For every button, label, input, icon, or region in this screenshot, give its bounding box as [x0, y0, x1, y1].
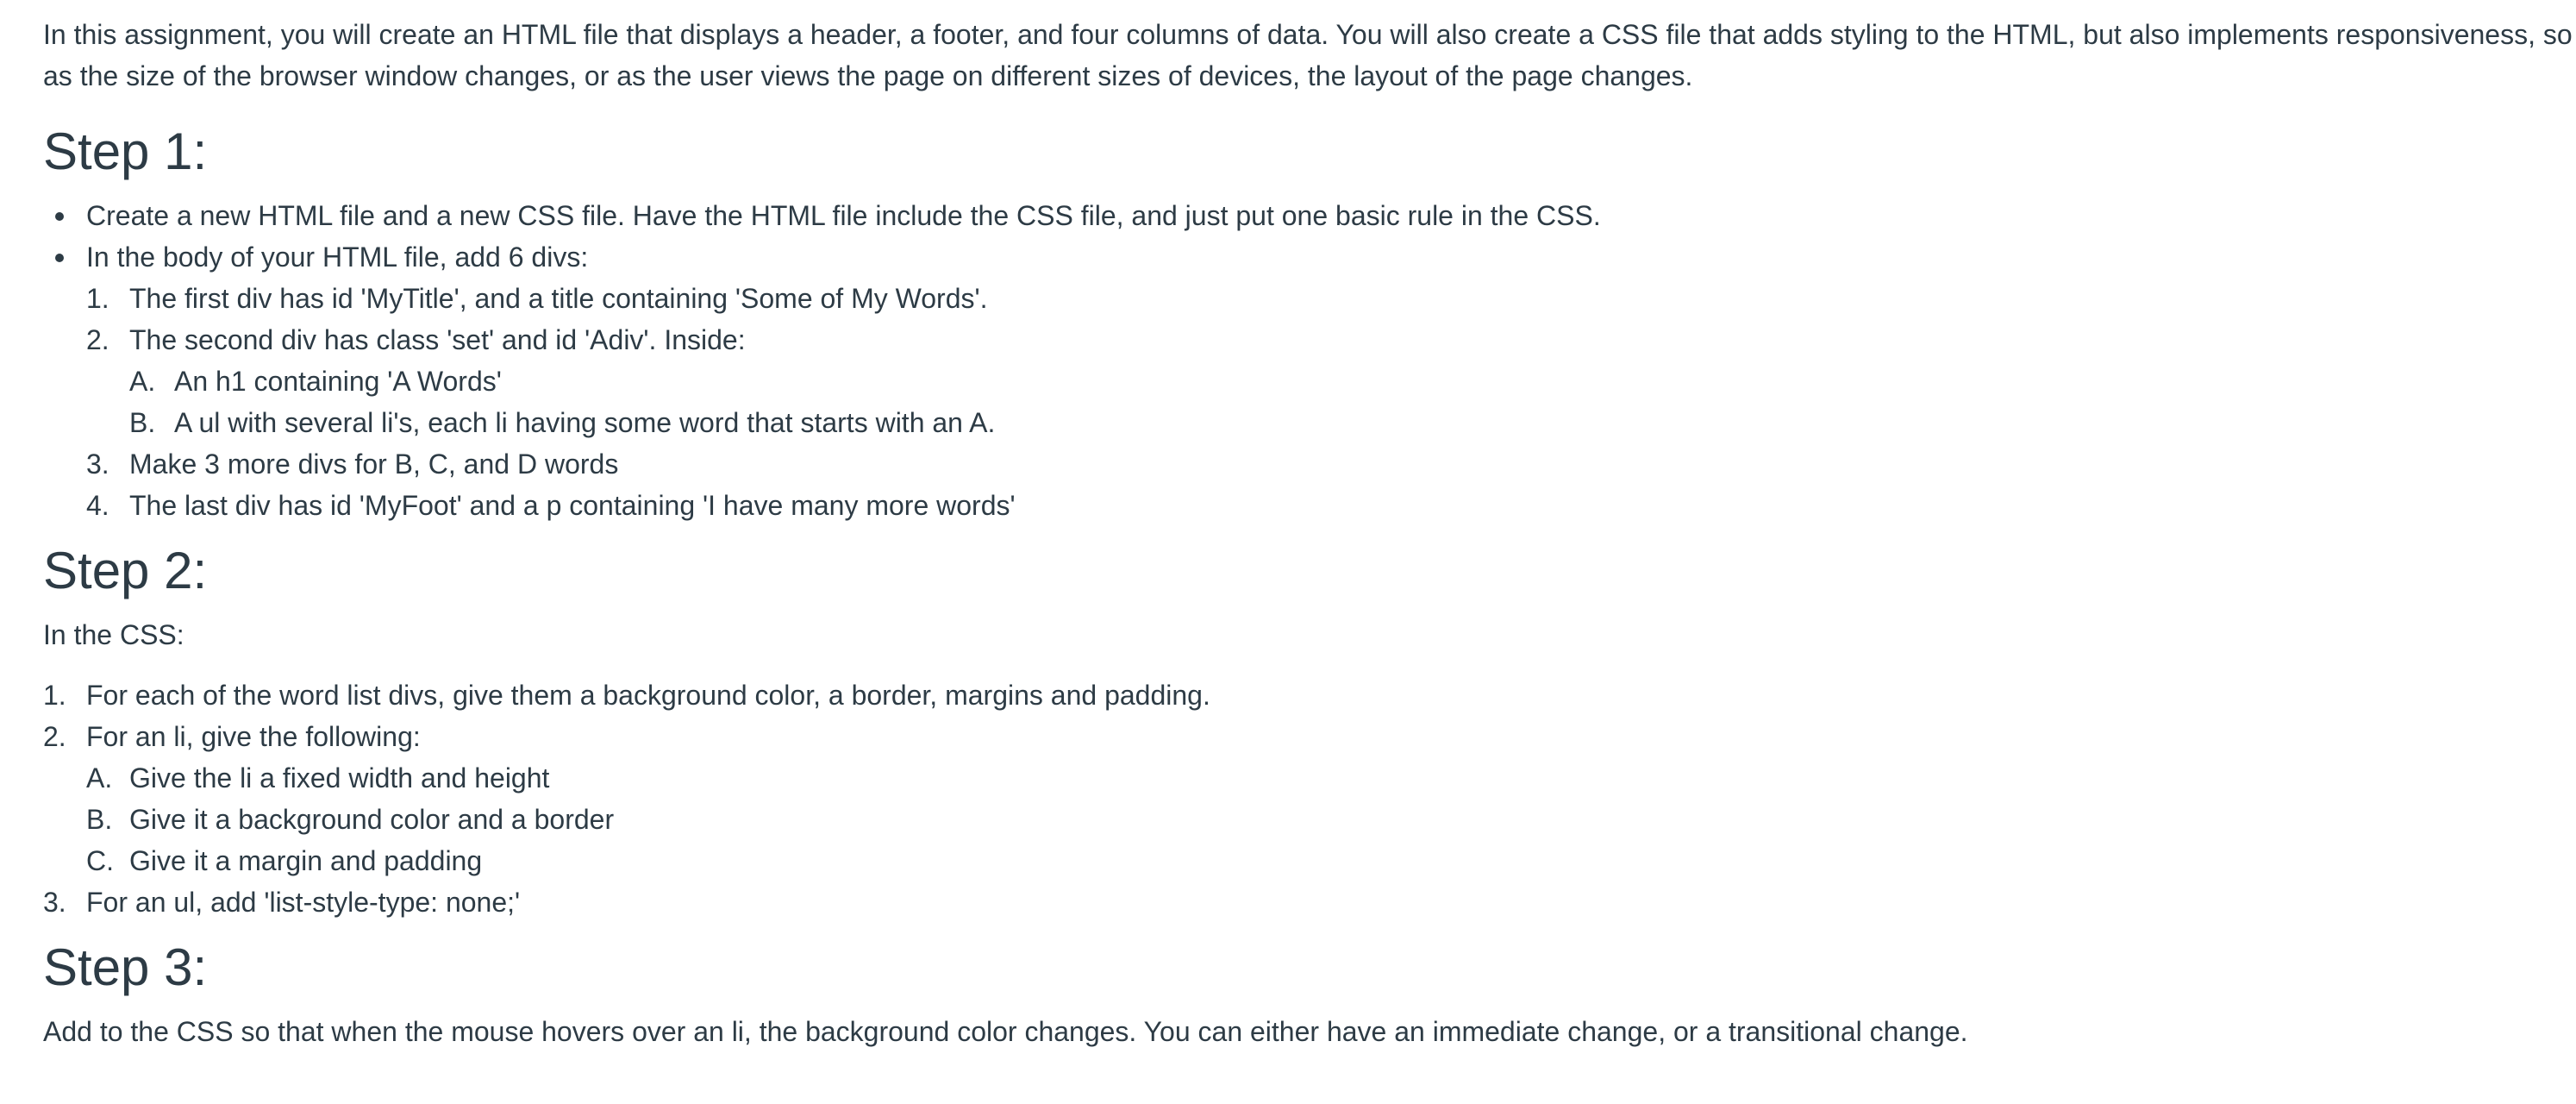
- step1-lettered-list: [43, 361, 2576, 443]
- step2-heading: Step 2:: [43, 542, 208, 599]
- list-item: [43, 757, 2576, 799]
- step1-numbered-list: [43, 278, 2576, 526]
- list-marker: A.: [86, 762, 113, 794]
- list-item: [43, 881, 2576, 923]
- step2-numbered-list: [43, 674, 2576, 923]
- list-marker: A.: [129, 366, 156, 397]
- list-item: [43, 361, 2576, 402]
- list-item: [43, 319, 2576, 443]
- list-item: [43, 402, 2576, 443]
- step3-paragraph: Add to the CSS so that when the mouse hovers over an li, the background color changes. You can either have an immediate change, or a transitional change.: [43, 1016, 1968, 1047]
- list-item: [43, 485, 2576, 526]
- list-item-text: An h1 containing 'A Words': [174, 366, 502, 397]
- list-item-text: Give it a margin and padding: [129, 845, 483, 876]
- intro-paragraph: In this assignment, you will create an HTML file that displays a header, a footer, and four columns of data. You will also create a CSS file that adds styling to the HTML, but also implements responsiveness, so as the size of the browser window changes, or as the user views the page on different sizes of devices, the layout of the page changes.: [43, 19, 2573, 91]
- list-item-text: The last div has id 'MyFoot' and a p containing 'I have many more words': [129, 490, 1016, 521]
- list-item-text: For an ul, add 'list-style-type: none;': [86, 887, 521, 918]
- list-marker: 3.: [86, 448, 109, 480]
- list-item: [43, 195, 2576, 236]
- list-item-text: A ul with several li's, each li having some word that starts with an A.: [174, 407, 996, 438]
- list-item: [43, 236, 2576, 526]
- list-item-text: For an li, give the following:: [86, 721, 421, 752]
- list-item-text: Make 3 more divs for B, C, and D words: [129, 448, 619, 480]
- list-item: [43, 443, 2576, 485]
- step1-bullet-list: [43, 195, 2576, 526]
- list-marker: B.: [129, 407, 156, 438]
- list-marker: C.: [86, 845, 114, 876]
- step1-heading: Step 1:: [43, 122, 208, 180]
- list-item-text: The first div has id 'MyTitle', and a title containing 'Some of My Words'.: [129, 283, 988, 314]
- list-item-text: For each of the word list divs, give them a background color, a border, margins and padding.: [86, 680, 1210, 711]
- list-marker: 1.: [43, 680, 66, 711]
- list-item-text: Create a new HTML file and a new CSS file. Have the HTML file include the CSS file, and just put one basic rule in the CSS.: [86, 200, 1601, 231]
- list-marker: 1.: [86, 283, 109, 314]
- list-item-text: Give the li a fixed width and height: [129, 762, 550, 794]
- list-marker: 3.: [43, 887, 66, 918]
- list-marker: 4.: [86, 490, 109, 521]
- list-marker: 2.: [43, 721, 66, 752]
- bullet-icon: [55, 212, 64, 221]
- list-item: [43, 674, 2576, 716]
- list-item-text: The second div has class 'set' and id 'Adiv'. Inside:: [129, 324, 746, 355]
- list-item: [43, 278, 2576, 319]
- list-item-text: Give it a background color and a border: [129, 804, 615, 835]
- step2-intro: In the CSS:: [43, 619, 184, 650]
- bullet-icon: [55, 254, 64, 262]
- list-item: [43, 799, 2576, 840]
- list-item: [43, 716, 2576, 881]
- step3-heading: Step 3:: [43, 938, 208, 996]
- list-marker: B.: [86, 804, 113, 835]
- step2-lettered-list: [43, 757, 2576, 881]
- list-item-text: In the body of your HTML file, add 6 divs:: [86, 242, 589, 273]
- list-marker: 2.: [86, 324, 109, 355]
- list-item: [43, 840, 2576, 881]
